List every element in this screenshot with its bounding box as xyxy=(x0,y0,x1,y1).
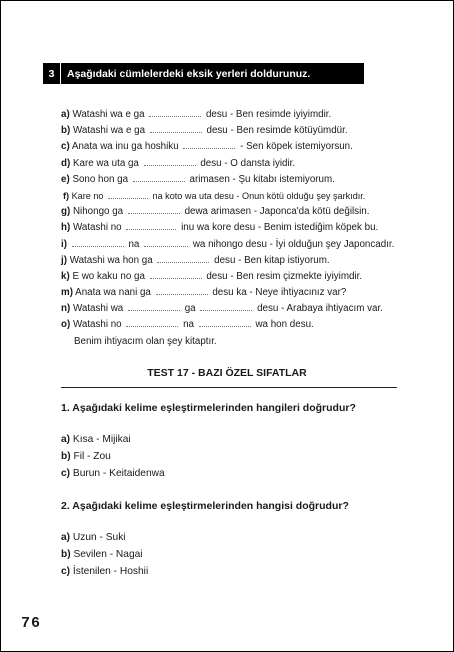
item-letter: d) xyxy=(61,157,71,169)
question-2: 2. Aşağıdaki kelime eşleştirmelerinden hangisi doğrudur? xyxy=(61,500,349,512)
item-letter: c) xyxy=(61,141,70,153)
item-text-after: na koto wa uta desu - Onun kötü olduğu şey şarkıdır. xyxy=(152,190,366,201)
exercise-item-k xyxy=(61,269,394,285)
item-letter: h) xyxy=(61,222,71,234)
item-letter: k) xyxy=(61,270,70,282)
exercise-item-d xyxy=(61,156,394,172)
item-text-before: Anata wa nani ga xyxy=(75,287,151,299)
item-text-after: wa nihongo desu - İyi olduğun şey Japoncadır. xyxy=(192,238,395,250)
item-letter: g) xyxy=(61,206,71,218)
exercise-item-o-translation: Benim ihtiyacım olan şey kitaptır. xyxy=(74,335,217,347)
exercise-item-o xyxy=(61,317,394,333)
option-letter: c) xyxy=(61,566,71,577)
blank-field xyxy=(156,285,208,295)
blank-field xyxy=(126,317,178,327)
item-letter: b) xyxy=(61,125,71,137)
item-letter: e) xyxy=(61,173,70,185)
option-text: Burun - Keitaidenwa xyxy=(72,468,165,479)
option-text: Uzun - Suki xyxy=(72,532,126,543)
item-text-after: desu - O dansta iyidir. xyxy=(200,157,296,169)
item-letter: m) xyxy=(61,287,73,299)
item-text-after: arimasen - Şu kitabı istemiyorum. xyxy=(189,173,335,185)
blank-field xyxy=(199,317,251,327)
exercise-item-e xyxy=(61,172,394,188)
option-letter: a) xyxy=(61,532,71,543)
blank-field xyxy=(144,237,188,247)
blank-field xyxy=(144,156,196,166)
option-c[interactable] xyxy=(61,563,148,580)
item-letter: j) xyxy=(61,254,67,266)
item-letter: a) xyxy=(61,109,70,120)
item-text-before: Watashi no xyxy=(72,319,122,331)
option-c[interactable] xyxy=(61,465,165,482)
option-text: Sevilen - Nagai xyxy=(73,549,143,560)
blank-field xyxy=(133,172,185,182)
question-1-options xyxy=(61,431,165,482)
option-text: Kısa - Mijikai xyxy=(72,434,131,445)
option-letter: c) xyxy=(61,468,71,479)
blank-field xyxy=(128,301,180,311)
option-text: İstenilen - Hoshii xyxy=(72,566,149,577)
item-letter: f) xyxy=(63,190,70,201)
exercise-item-m xyxy=(61,285,394,301)
option-letter: b) xyxy=(61,451,71,462)
item-text-before: Kare no xyxy=(71,190,104,201)
item-text-middle: na xyxy=(183,319,195,331)
blank-field xyxy=(108,189,148,199)
page-number: 76 xyxy=(21,615,42,632)
section-header xyxy=(43,63,364,84)
item-text-after: desu - Ben kitap istiyorum. xyxy=(214,254,330,266)
item-text-after: desu - Ben resimde kötüyümdür. xyxy=(206,125,348,137)
blank-field xyxy=(150,123,202,133)
exercise-item-j xyxy=(61,253,394,269)
exercise-item-b xyxy=(61,123,394,139)
option-a[interactable] xyxy=(61,431,165,448)
option-letter: b) xyxy=(61,549,71,560)
item-text-before: Watashi wa e ga xyxy=(72,109,145,120)
section-number: 3 xyxy=(43,63,61,84)
blank-field xyxy=(126,220,176,230)
fill-in-exercise xyxy=(61,107,394,350)
option-b[interactable] xyxy=(61,546,148,563)
question-2-options xyxy=(61,529,148,580)
exercise-item-n xyxy=(61,301,394,317)
item-text-after: desu - Ben resim çizmekte iyiyimdir. xyxy=(206,270,363,282)
item-text-before: Sono hon ga xyxy=(72,173,129,185)
blank-field xyxy=(72,237,124,247)
item-text-before: E wo kaku no ga xyxy=(72,270,145,282)
blank-field xyxy=(149,107,201,117)
exercise-item-f xyxy=(63,188,394,204)
option-letter: a) xyxy=(61,434,71,445)
blank-field xyxy=(200,301,252,311)
blank-field xyxy=(150,269,202,279)
item-text-before: Watashi wa xyxy=(72,303,124,315)
exercise-item-h xyxy=(61,220,394,236)
divider xyxy=(61,387,397,388)
item-text-after: desu - Ben resimde iyiyimdir. xyxy=(205,109,332,120)
item-text-after: desu - Arabaya ihtiyacım var. xyxy=(257,303,383,315)
item-text-after: desu ka - Neye ihtiyacınız var? xyxy=(212,287,347,299)
item-text-middle: ga xyxy=(184,303,196,315)
blank-field xyxy=(157,253,209,263)
section-title: Aşağıdaki cümlelerdeki eksik yerleri doldurunuz. xyxy=(67,67,311,80)
exercise-item-i xyxy=(61,237,394,253)
item-text-before: Watashi no xyxy=(72,222,122,234)
item-text-before: Nihongo ga xyxy=(72,206,124,218)
item-letter: o) xyxy=(61,319,71,331)
question-1: 1. Aşağıdaki kelime eşleştirmelerinden hangileri doğrudur? xyxy=(61,402,356,414)
item-text-middle: na xyxy=(128,238,140,250)
item-text-after: wa hon desu. xyxy=(255,319,314,331)
item-text-after: inu wa kore desu - Benim istediğim köpek bu. xyxy=(181,222,379,234)
exercise-item-g xyxy=(61,204,394,220)
item-letter: i) xyxy=(61,238,67,250)
option-a[interactable] xyxy=(61,529,148,546)
blank-field xyxy=(128,204,180,214)
item-text-after: dewa arimasen - Japonca'da kötü değilsin. xyxy=(184,206,370,218)
item-text-before: Anata wa inu ga hoshiku xyxy=(71,141,179,153)
option-b[interactable] xyxy=(61,448,165,465)
blank-field xyxy=(183,139,235,149)
test-title: TEST 17 - BAZI ÖZEL SIFATLAR xyxy=(147,367,307,379)
item-text-before: Watashi wa hon ga xyxy=(69,254,153,266)
item-letter: n) xyxy=(61,303,71,315)
exercise-item-a xyxy=(61,107,394,123)
exercise-item-c xyxy=(61,139,394,155)
option-text: Fil - Zou xyxy=(73,451,111,462)
item-text-after: - Sen köpek istemiyorsun. xyxy=(240,141,353,153)
item-text-before: Watashi wa e ga xyxy=(72,125,146,137)
item-text-before: Kare wa uta ga xyxy=(72,157,139,169)
